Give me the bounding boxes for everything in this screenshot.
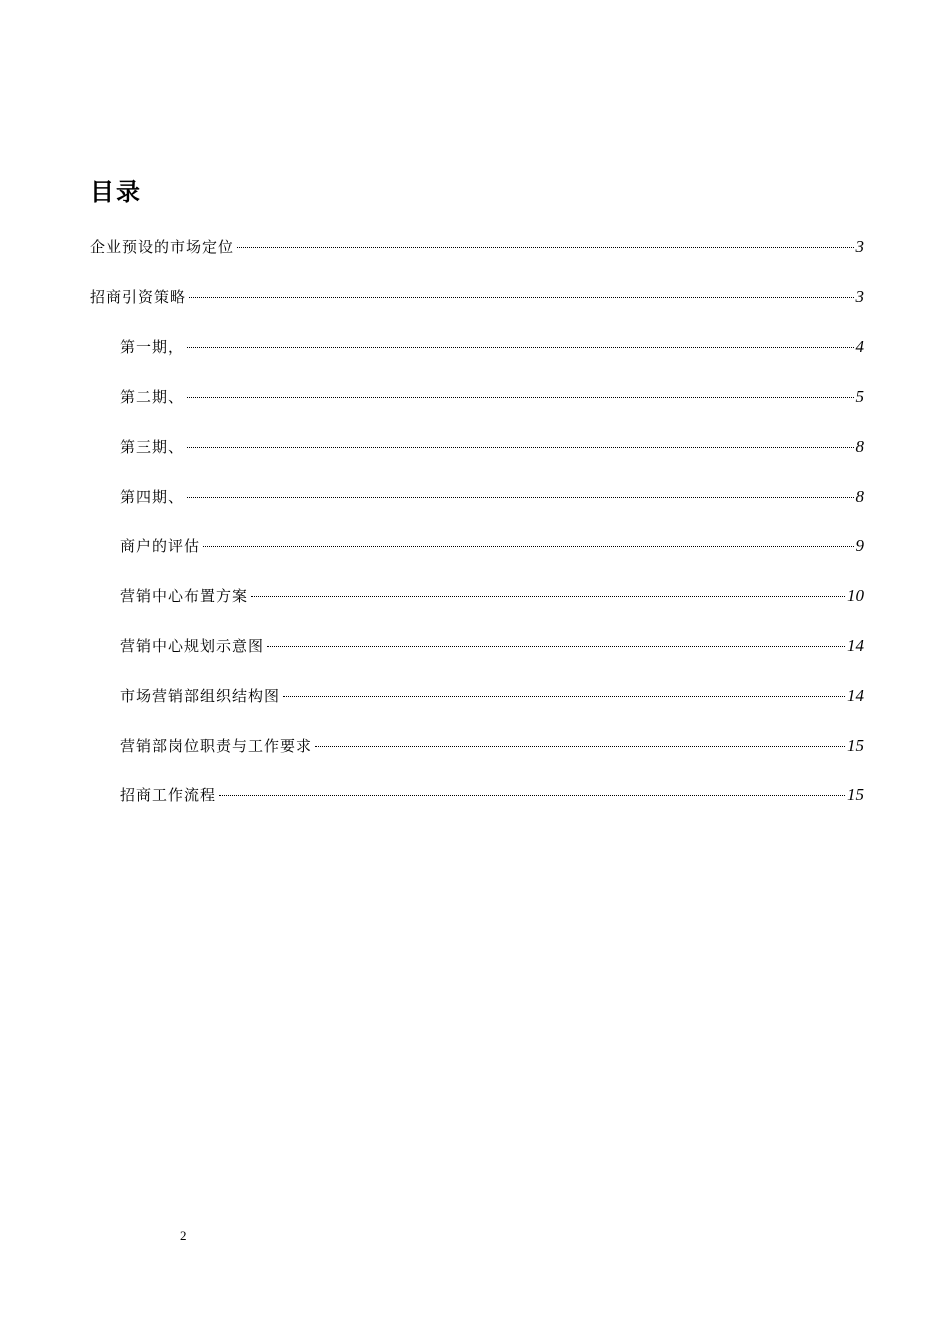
- toc-entry[interactable]: [120, 436, 864, 460]
- dot-leader: [189, 297, 853, 298]
- toc-entry-page: 10: [847, 586, 864, 605]
- toc-entry-text: 第三期、: [120, 438, 185, 456]
- toc-entry-text: 招商引资策略: [90, 288, 187, 306]
- toc-entry[interactable]: [120, 535, 864, 559]
- toc-entry-page: 8: [855, 487, 864, 506]
- toc-entry-text: 市场营销部组织结构图: [120, 687, 281, 705]
- toc-entry[interactable]: [120, 735, 864, 759]
- toc-entry-page: 14: [847, 636, 864, 655]
- dot-leader: [187, 397, 853, 398]
- toc-entry-page: 4: [855, 337, 864, 356]
- toc-entry-text: 第四期、: [120, 488, 185, 506]
- toc-entry-page: 9: [855, 536, 864, 555]
- toc-entry-text: 招商工作流程: [120, 786, 217, 804]
- toc-entry-text: 第二期、: [120, 388, 185, 406]
- toc-entry-page: 8: [855, 437, 864, 456]
- toc-entry-text: 商户的评估: [120, 537, 201, 555]
- dot-leader: [237, 247, 853, 248]
- toc-entry-text: 第一期，: [120, 338, 185, 356]
- toc-entry-text: 企业预设的市场定位: [90, 238, 235, 256]
- toc-entry-text: 营销部岗位职责与工作要求: [120, 737, 313, 755]
- toc-entry-page: 15: [847, 736, 864, 755]
- toc-entry[interactable]: [120, 635, 864, 659]
- page-number: 2: [180, 1228, 187, 1243]
- dot-leader: [315, 746, 845, 747]
- dot-leader: [219, 795, 845, 796]
- toc-entry[interactable]: [120, 784, 864, 808]
- dot-leader: [203, 546, 853, 547]
- toc-entry-page: 15: [847, 785, 864, 804]
- toc-entry[interactable]: [120, 486, 864, 510]
- toc-entry-page: 3: [855, 287, 864, 306]
- toc-entry-page: 3: [855, 237, 864, 256]
- dot-leader: [283, 696, 845, 697]
- toc-entry-text: 营销中心规划示意图: [120, 637, 265, 655]
- dot-leader: [251, 596, 845, 597]
- dot-leader: [187, 447, 853, 448]
- dot-leader: [187, 497, 853, 498]
- toc-entry[interactable]: [90, 286, 864, 310]
- toc-title: 目录: [90, 178, 142, 206]
- toc-entry-text: 营销中心布置方案: [120, 587, 249, 605]
- toc-entry-page: 14: [847, 686, 864, 705]
- dot-leader: [187, 347, 853, 348]
- toc-entry-page: 5: [855, 387, 864, 406]
- toc-entry[interactable]: [120, 585, 864, 609]
- toc-entry[interactable]: [120, 336, 864, 360]
- dot-leader: [267, 646, 845, 647]
- toc-entry[interactable]: [120, 685, 864, 709]
- toc-entry[interactable]: [90, 236, 864, 260]
- toc-entry[interactable]: [120, 386, 864, 410]
